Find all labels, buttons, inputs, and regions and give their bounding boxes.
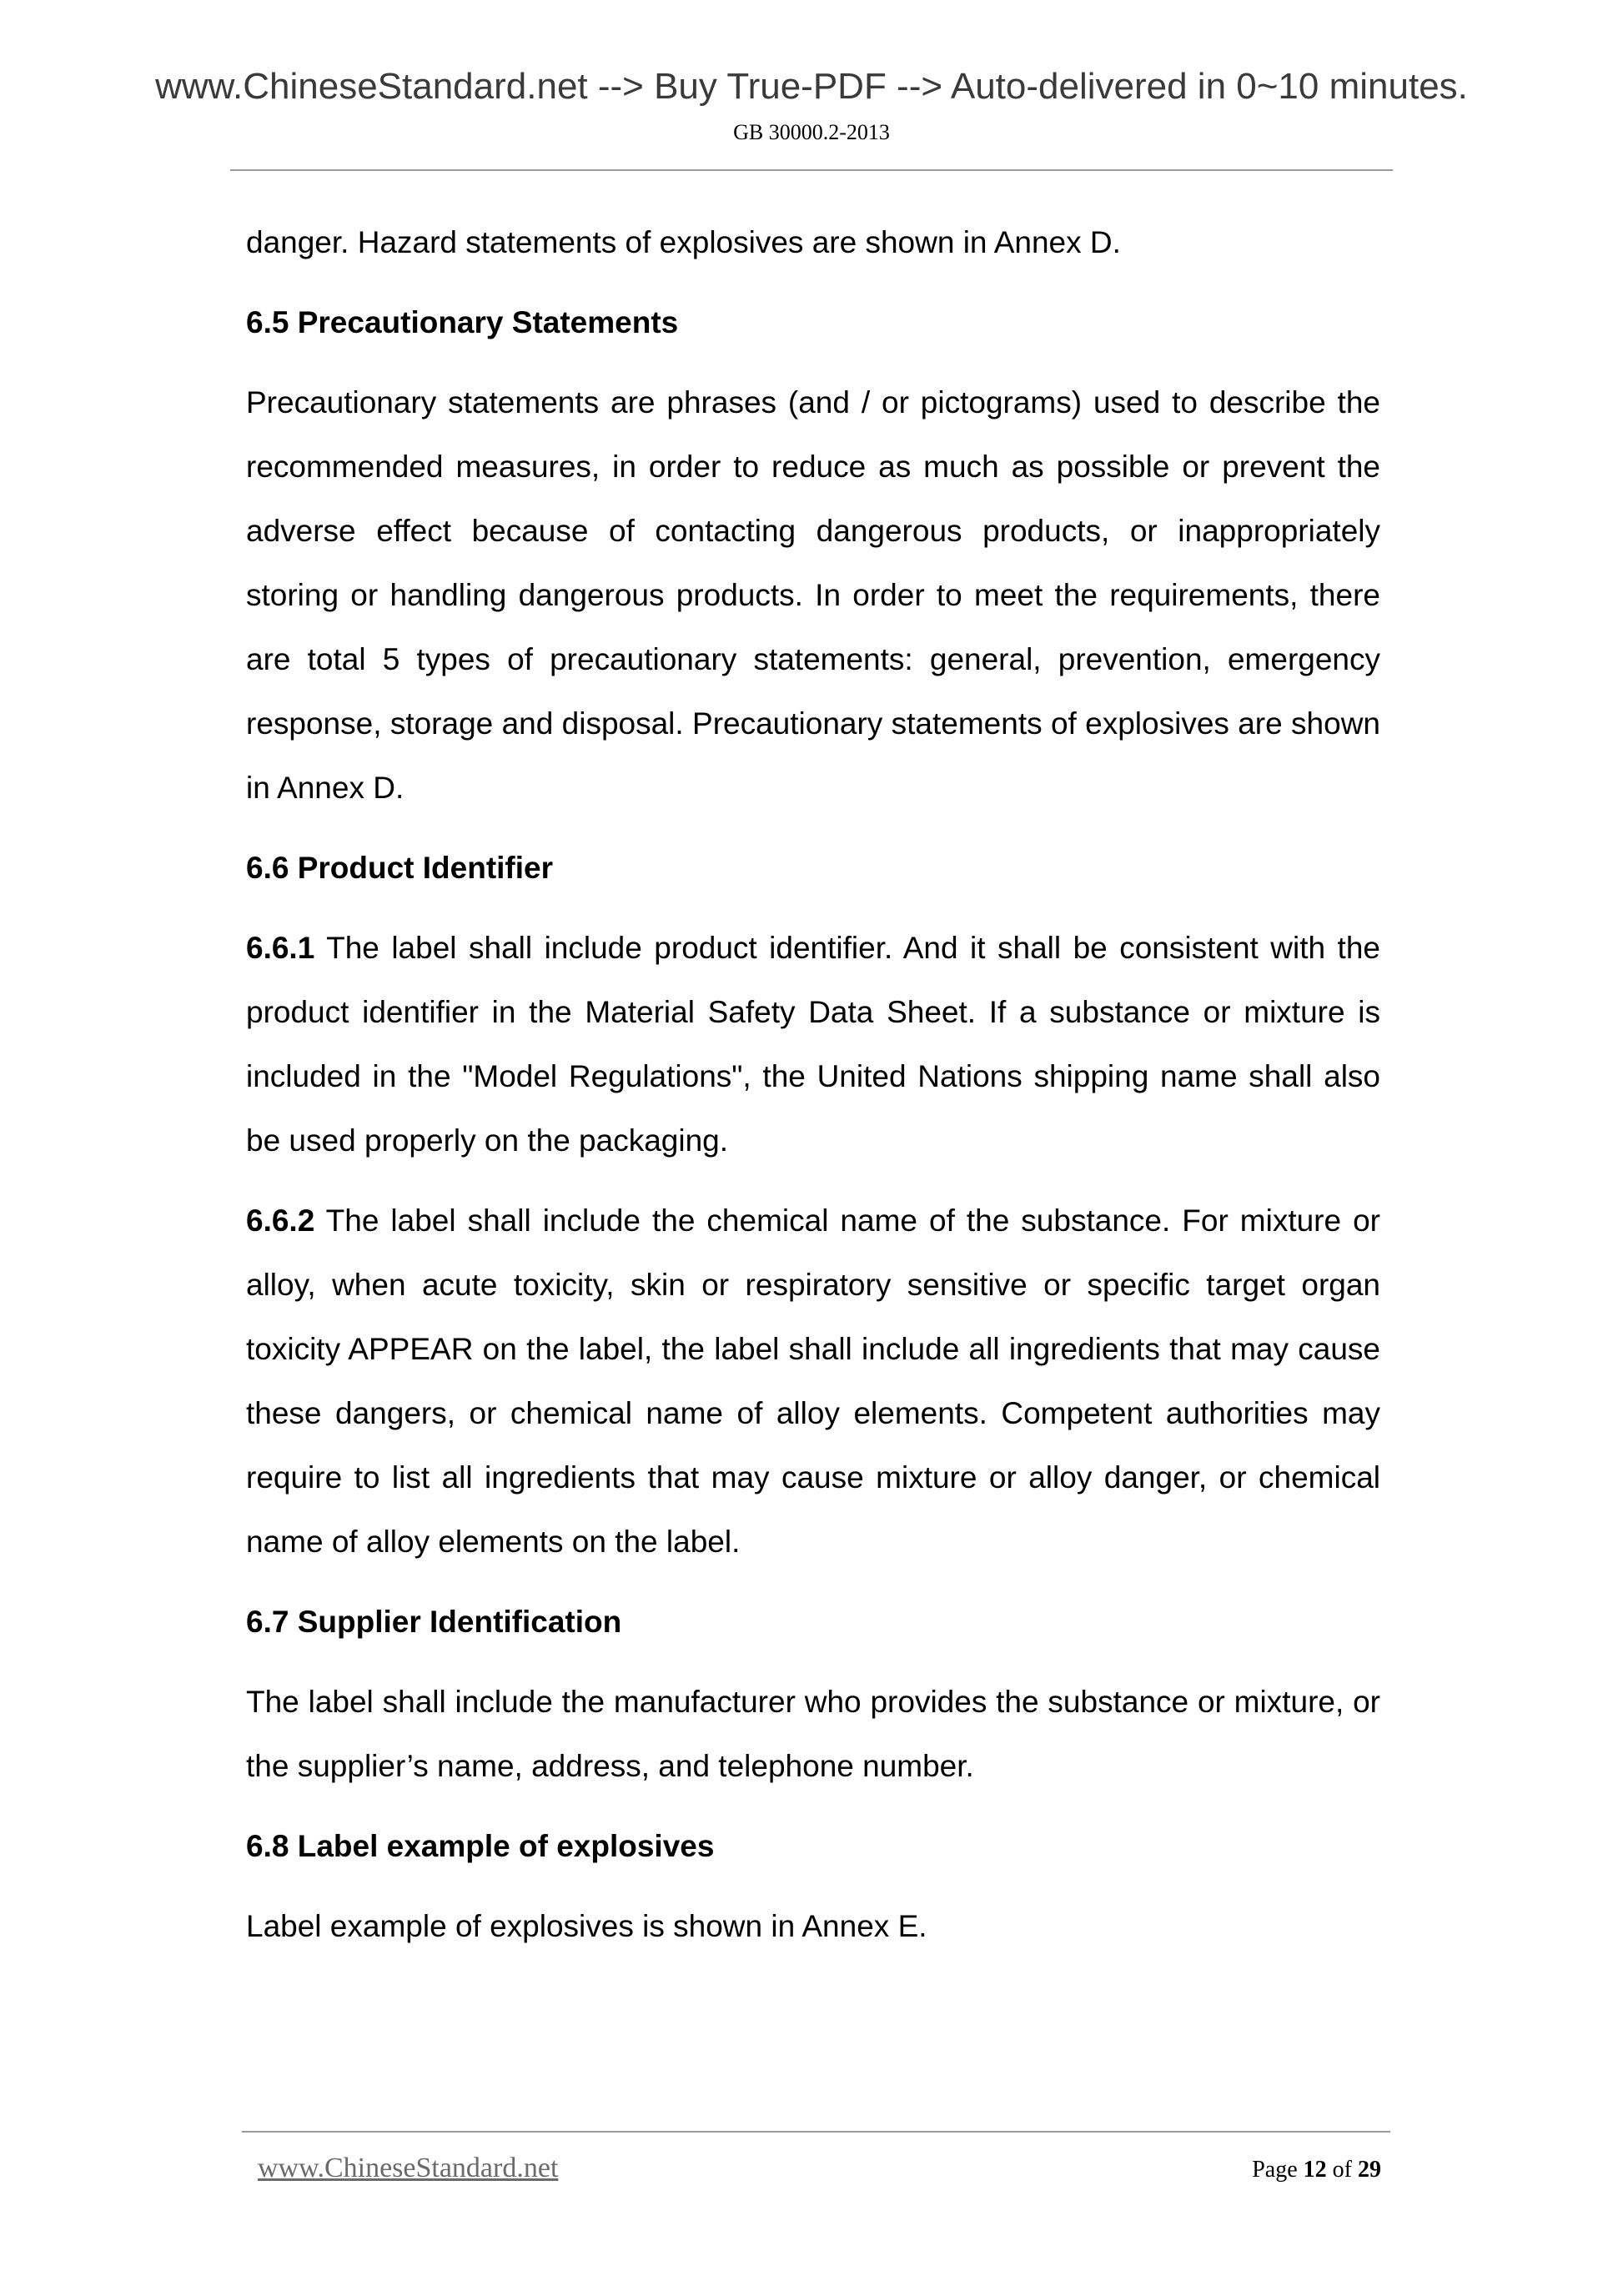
clause-6-6-2-paragraph (246, 1188, 1380, 1574)
section-6-7-heading: 6.7 Supplier Identification (246, 1605, 622, 1639)
standard-code: GB 30000.2-2013 (733, 120, 890, 144)
page-current: 12 (1303, 2157, 1327, 2183)
section-6-6-heading: 6.6 Product Identifier (246, 851, 554, 885)
clause-6-6-1-text: The label shall include product identifier. And it shall be consistent with the product identifier in the Material Safety Data Sheet. If a substance or mixture is included in the "Model Regulations", the United Nations shipping name shall also be used properly on the packaging. (246, 931, 1380, 1158)
section-6-8-heading: 6.8 Label example of explosives (246, 1829, 715, 1863)
section-6-8-paragraph: Label example of explosives is shown in Annex E. (246, 1909, 927, 1943)
clause-6-6-1-number: 6.6.1 (246, 931, 315, 965)
section-6-5-heading: 6.5 Precautionary Statements (246, 305, 679, 339)
section-6-7-paragraph: The label shall include the manufacturer who provides the substance or mixture, or the supplier’s name, address, and telephone number. (246, 1685, 1380, 1783)
intro-continuation-paragraph: danger. Hazard statements of explosives are shown in Annex D. (246, 225, 1121, 259)
clause-6-6-2-text: The label shall include the chemical name of the substance. For mixture or alloy, when acute toxicity, skin or respiratory sensitive or specific target organ toxicity APPEAR on the label, the label shall include all ingredients that may cause these dangers, or chemical name of alloy elements. Competent authorities may require to list all ingredients that may cause mixture or alloy danger, or chemical name of alloy elements on the label. (246, 1203, 1380, 1559)
footer-divider (242, 2131, 1390, 2133)
header-divider (230, 169, 1393, 171)
top-banner: www.ChineseStandard.net --> Buy True-PDF --> Auto-delivered in 0~10 minutes. (155, 66, 1468, 107)
page-total: 29 (1358, 2157, 1381, 2183)
section-6-5-paragraph: Precautionary statements are phrases (and / or pictograms) used to describe the recommended measures, in order to reduce as much as possible or prevent the adverse effect because of contacting dangerous products, or inappropriately storing or handling dangerous products. In order to meet the requirements, there are total 5 types of precautionary statements: general, prevention, emergency response, storage and disposal. Precautionary statements of explosives are shown in Annex D. (246, 385, 1380, 805)
document-body (246, 210, 1380, 1974)
footer-website-link[interactable]: www.ChineseStandard.net (258, 2153, 559, 2183)
clause-6-6-2-number: 6.6.2 (246, 1203, 315, 1238)
clause-6-6-1-paragraph (246, 916, 1380, 1173)
page-of-word: of (1332, 2157, 1352, 2183)
page-number (1252, 2153, 1381, 2187)
page-word: Page (1252, 2157, 1298, 2183)
